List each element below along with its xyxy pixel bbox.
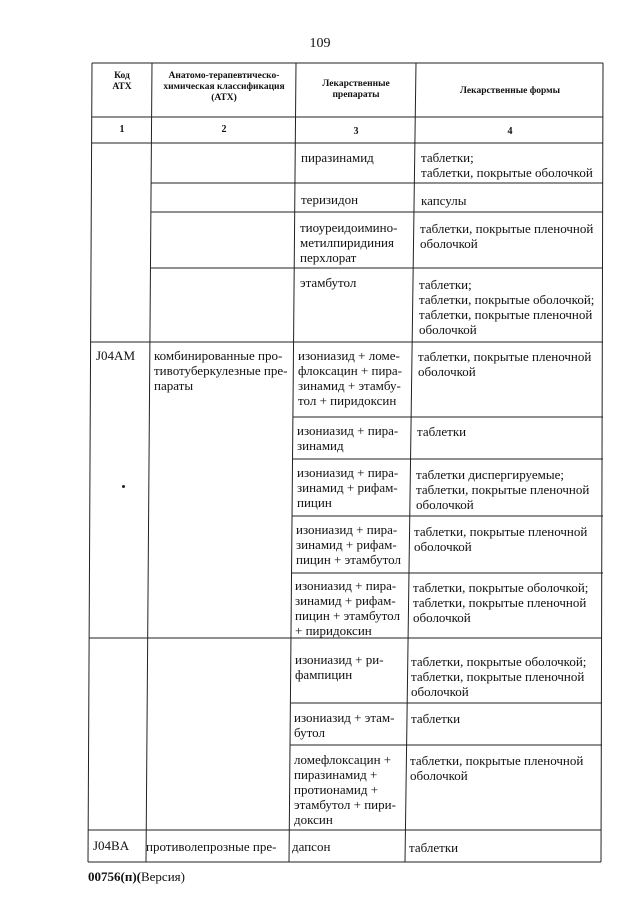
footer-code: 00756(п)( bbox=[88, 869, 141, 884]
dosage-forms: таблетки; таблетки, покрытые оболочкой bbox=[421, 150, 593, 180]
dosage-forms: таблетки bbox=[417, 424, 467, 439]
dosage-forms: таблетки, покрытые оболочкой; таблетки, покрытые пленочной оболочкой bbox=[411, 654, 587, 699]
header-drugs: Лекарственные препараты bbox=[322, 79, 390, 100]
column-number-1: 1 bbox=[119, 124, 125, 135]
dosage-forms: капсулы bbox=[421, 193, 467, 208]
scan-dot bbox=[122, 485, 125, 488]
column-number-4: 4 bbox=[507, 126, 513, 137]
dosage-forms: таблетки; таблетки, покрытые оболочкой; таблетки, покрытые пленочной оболочкой bbox=[419, 277, 595, 337]
dosage-forms: таблетки, покрытые пленочной оболочкой bbox=[418, 349, 592, 379]
drug-name: этамбутол bbox=[300, 275, 357, 290]
dosage-forms: таблетки bbox=[409, 840, 459, 855]
footer-version: Версия) bbox=[140, 869, 185, 884]
drug-name: тиоуреидоимино- метилпиридиния перхлорат bbox=[300, 220, 398, 265]
drug-name: изониазид + пира- зинамид + рифам- пицин + этамбутол bbox=[296, 522, 401, 567]
drug-name: изониазид + пира- зинамид + рифам- пицин + этамбутол + пиридоксин bbox=[295, 578, 400, 638]
dosage-forms: таблетки, покрытые оболочкой; таблетки, покрытые пленочной оболочкой bbox=[413, 580, 589, 625]
drug-name: изониазид + этам- бутол bbox=[294, 710, 395, 740]
drug-name: изониазид + ри- фампицин bbox=[295, 652, 384, 682]
drug-name: теризидон bbox=[301, 192, 359, 207]
atc-classification: комбинированные про- тивотуберкулезные пре- параты bbox=[154, 348, 288, 393]
drug-name: изониазид + пира- зинамид + рифам- пицин bbox=[297, 465, 399, 510]
atc-code: J04AM bbox=[96, 348, 136, 363]
dosage-forms: таблетки диспергируемые; таблетки, покрытые пленочной оболочкой bbox=[416, 467, 590, 512]
drug-name: изониазид + ломе- флоксацин + пира- зинамид + этамбу- тол + пиридоксин bbox=[298, 348, 402, 408]
dosage-forms: таблетки, покрытые пленочной оболочкой bbox=[410, 753, 584, 783]
drug-name: пиразинамид bbox=[301, 150, 374, 165]
column-number-3: 3 bbox=[353, 126, 359, 137]
column-number-2: 2 bbox=[221, 124, 227, 135]
drug-name: дапсон bbox=[292, 839, 331, 854]
header-code: Код АТХ bbox=[112, 71, 132, 92]
drug-name: изониазид + пира- зинамид bbox=[297, 423, 399, 453]
document-footer bbox=[88, 869, 185, 885]
drug-name: ломефлоксацин + пиразинамид + протионамид + этамбутол + пири- доксин bbox=[294, 752, 396, 827]
atc-code: J04BA bbox=[93, 838, 130, 853]
dosage-forms: таблетки, покрытые пленочной оболочкой bbox=[414, 524, 588, 554]
header-forms: Лекарственные формы bbox=[459, 86, 561, 96]
page-number: 109 bbox=[309, 36, 331, 51]
header-classification: Анатомо-терапевтическо- химическая классификация (АТХ) bbox=[163, 71, 285, 103]
dosage-forms: таблетки, покрытые пленочной оболочкой bbox=[420, 221, 594, 251]
atc-classification: противолепрозные пре- bbox=[146, 839, 277, 854]
dosage-forms: таблетки bbox=[411, 711, 461, 726]
